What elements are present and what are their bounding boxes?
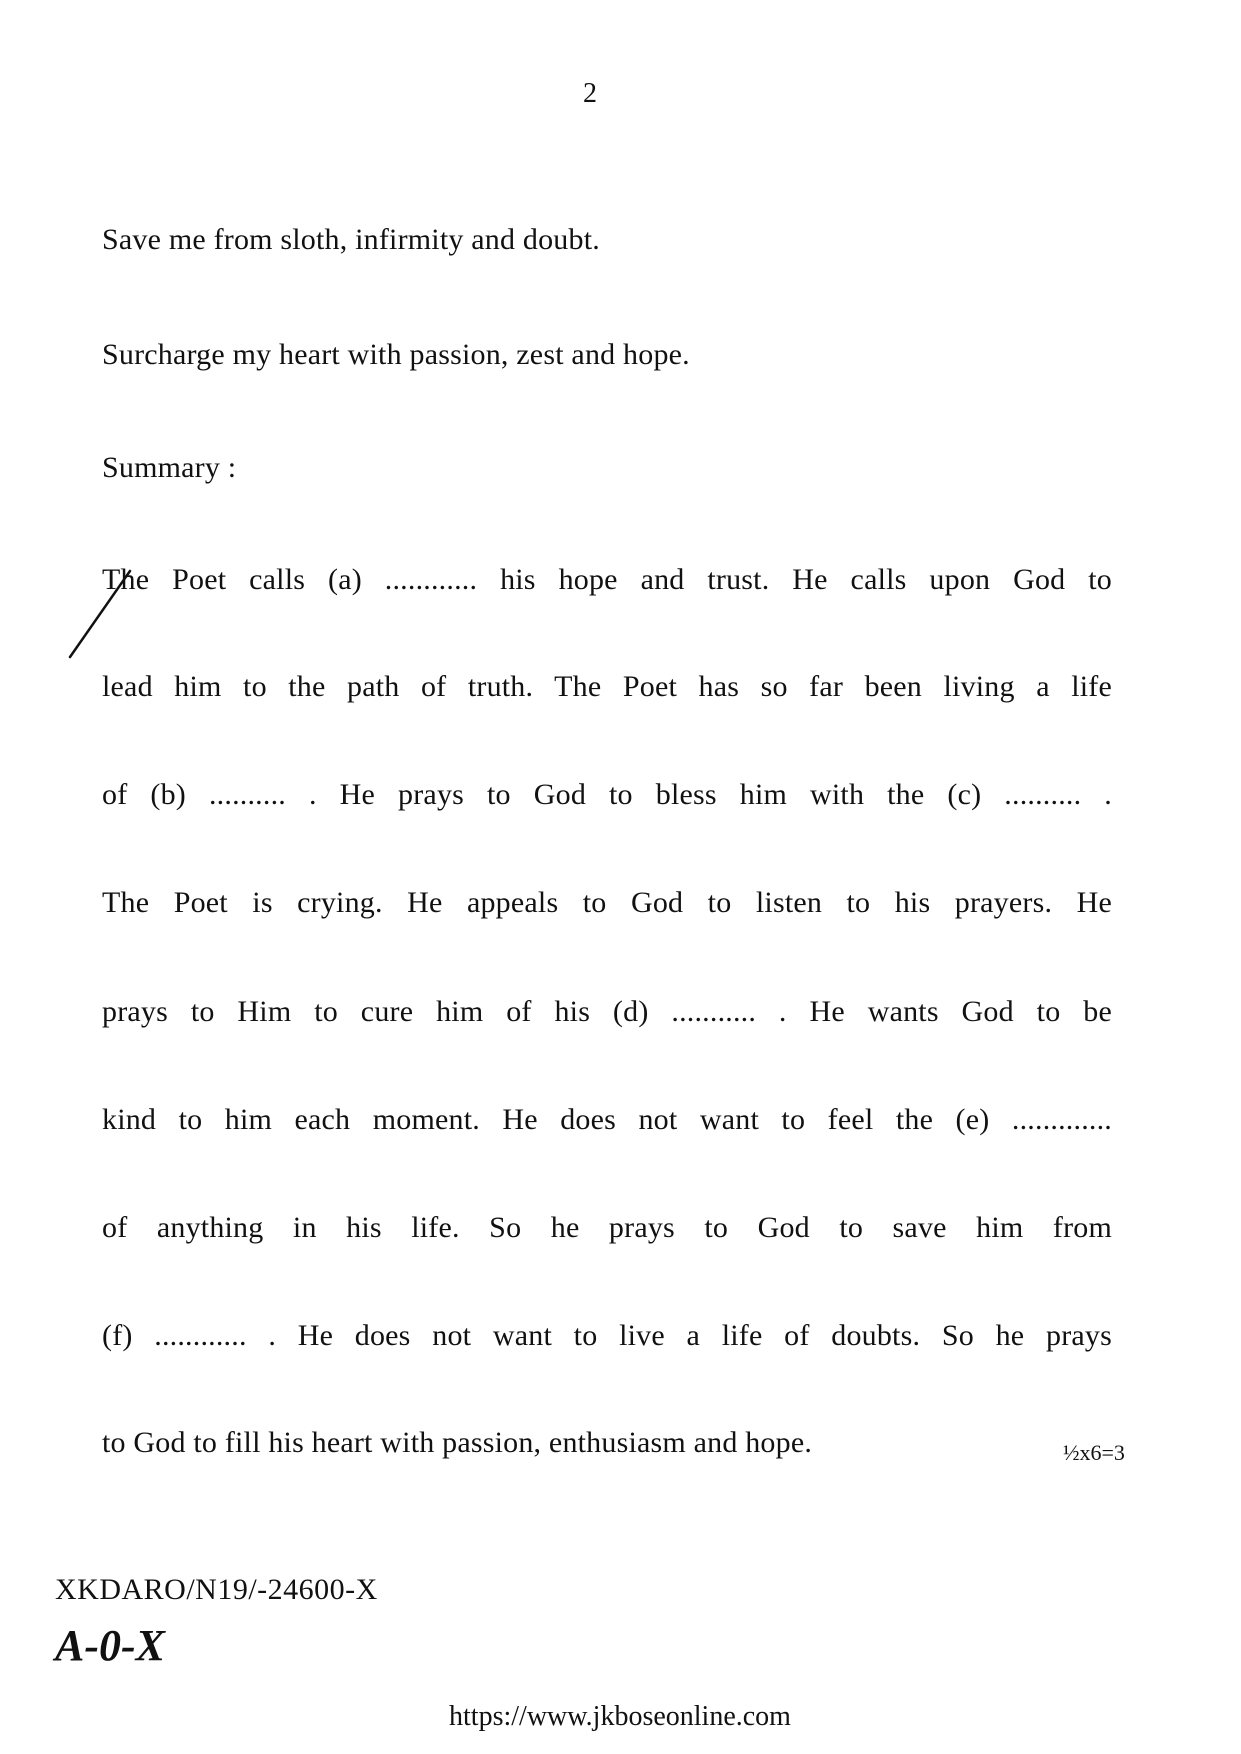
poem-line: Save me from sloth, infirmity and doubt. [102,223,600,256]
footer-url: https://www.jkboseonline.com [449,1701,791,1732]
page-number: 2 [583,78,597,109]
marks-allocation: ½x6=3 [1063,1440,1125,1465]
footer-set: A-0-X [55,1621,165,1670]
summary-line: prays to Him to cure him of his (d) ........... . He wants God to be [102,995,1112,1028]
summary-line: (f) ............ . He does not want to live a life of doubts. So he prays [102,1319,1112,1352]
summary-line: lead him to the path of truth. The Poet has so far been living a life [102,670,1112,703]
summary-line: of (b) .......... . He prays to God to bless him with the (c) .......... . [102,778,1112,811]
summary-heading: Summary : [102,451,237,484]
summary-line: of anything in his life. So he prays to God to save him from [102,1211,1112,1244]
summary-line: The Poet calls (a) ............ his hope and trust. He calls upon God to [102,563,1112,596]
summary-line: The Poet is crying. He appeals to God to listen to his prayers. He [102,886,1112,919]
poem-line: Surcharge my heart with passion, zest and hope. [102,338,690,371]
footer-code: XKDARO/N19/-24600-X [55,1573,378,1606]
summary-line: to God to fill his heart with passion, enthusiasm and hope. [102,1426,813,1459]
summary-line: kind to him each moment. He does not want to feel the (e) ............. [102,1103,1112,1136]
